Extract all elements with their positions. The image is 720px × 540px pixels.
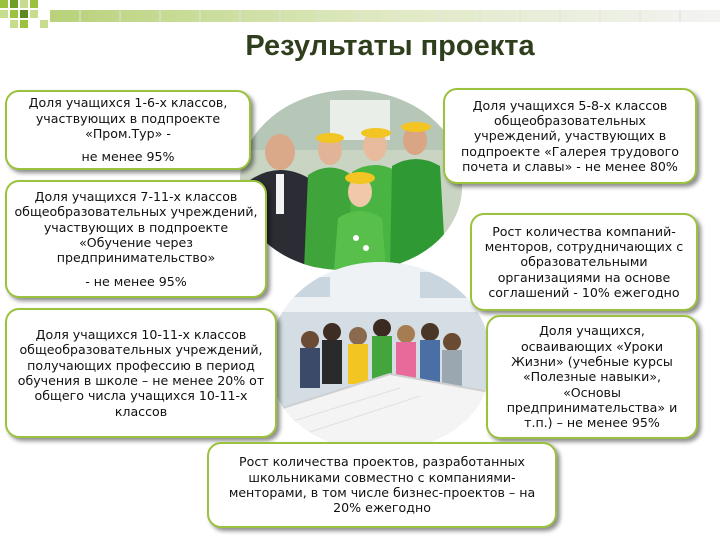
photo-volunteers	[240, 90, 462, 270]
result-box-student-projects	[207, 442, 557, 528]
result-box-value: - не менее 95%	[85, 273, 187, 289]
result-box-grades-10-11	[5, 308, 277, 438]
result-box-grades-1-6	[5, 90, 251, 170]
decorative-header-band	[0, 0, 720, 30]
result-box-text: Доля учащихся 7-11-х классов общеобразовательных учреждений, участвующих в подпроекте «Обучение через предпринимательство»	[14, 188, 258, 266]
result-box-life-lessons	[486, 315, 698, 439]
photo-exhibition	[270, 262, 490, 448]
result-box-text: Рост количества проектов, разработанных школьниками совместно с компаниями-менторами, в том числе бизнес-проектов – на 20% ежегодно	[228, 454, 536, 516]
result-box-text: Рост количества компаний-менторов, сотрудничающих с образовательными организациями на основе соглашений - 10% ежегодно	[484, 223, 684, 301]
result-box-grades-7-11	[5, 180, 267, 298]
result-box-mentor-companies	[470, 213, 698, 311]
result-box-value: не менее 95%	[81, 149, 175, 165]
result-box-grades-5-8	[443, 88, 697, 184]
result-box-text: Доля учащихся 10-11-х классов общеобразовательных учреждений, получающих профессию в период обучения в школе – не менее 20% от общего числа учащихся 10-11-х классов	[17, 326, 265, 419]
result-box-text: Доля учащихся 1-6-х классов, участвующих в подпроекте «Пром.Тур» -	[28, 95, 228, 141]
result-box-text: Доля учащихся, осваивающих «Уроки Жизни» (учебные курсы «Полезные навыки», «Основы предпринимательства» и т.п.) – не менее 95%	[506, 323, 678, 431]
result-box-text: Доля учащихся 5-8-х классов общеобразовательных учреждений, участвующих в подпроекте «Галерея трудового почета и славы» - не менее 80%	[461, 97, 679, 175]
green-squares-decoration	[0, 0, 48, 28]
page-title: Результаты проекта	[245, 30, 535, 62]
